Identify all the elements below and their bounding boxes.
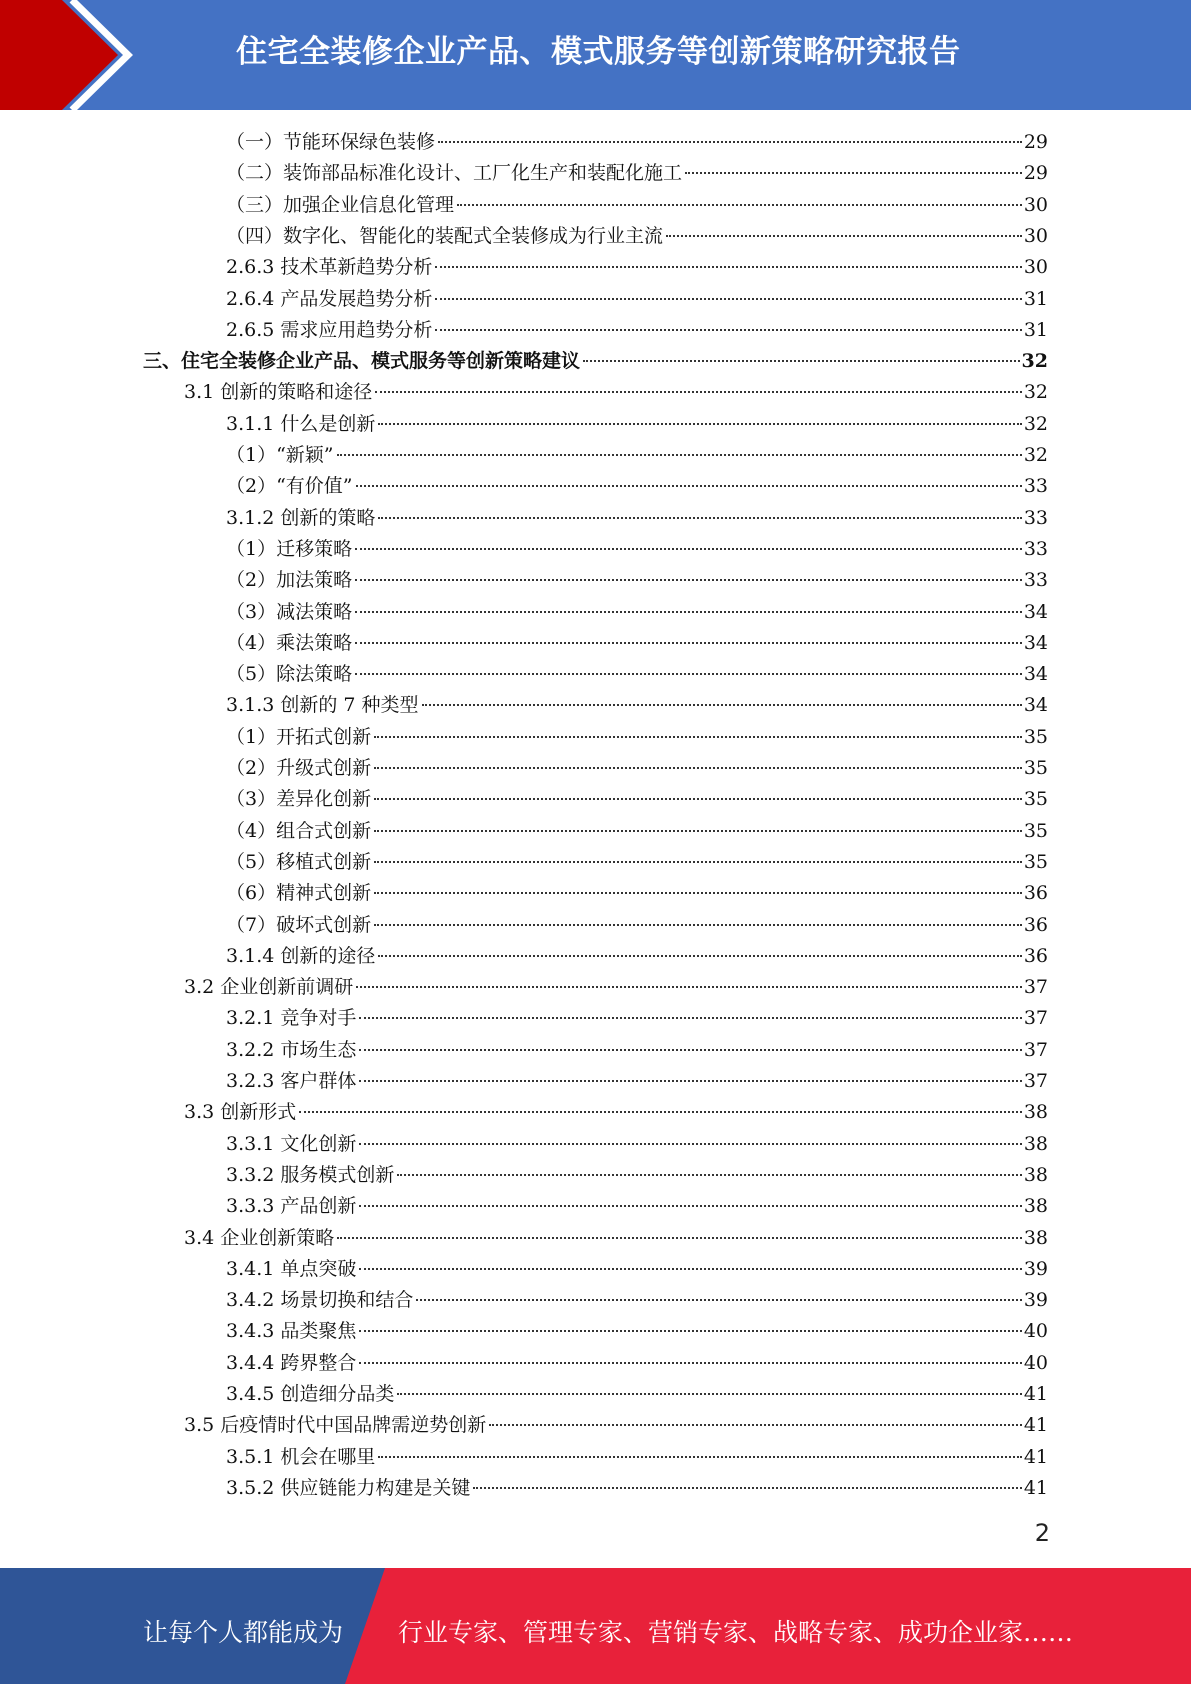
toc-entry-page: 35 xyxy=(1023,850,1048,873)
toc-entry-title: 3.4.4 跨界整合 xyxy=(226,1351,357,1374)
toc-entry[interactable] xyxy=(226,565,1048,595)
toc-entry[interactable] xyxy=(226,847,1048,877)
toc-entry-title: （5）除法策略 xyxy=(226,663,353,686)
toc-entry-page: 31 xyxy=(1023,318,1048,341)
toc-leader-dots xyxy=(337,454,1022,456)
toc-entry-page: 30 xyxy=(1023,224,1048,247)
toc-entry-page: 41 xyxy=(1023,1445,1048,1468)
toc-entry-title: （3）差异化创新 xyxy=(226,788,372,811)
toc-leader-dots xyxy=(355,611,1022,613)
toc-entry-page: 29 xyxy=(1023,131,1048,153)
toc-entry-page: 35 xyxy=(1023,725,1048,748)
toc-entry[interactable] xyxy=(226,722,1048,752)
toc-leader-dots xyxy=(355,673,1022,675)
toc-entry[interactable] xyxy=(226,1035,1048,1065)
toc-entry-title: 2.6.3 技术革新趋势分析 xyxy=(226,256,433,279)
toc-leader-dots xyxy=(359,1330,1021,1332)
toc-entry-page: 36 xyxy=(1023,944,1048,967)
toc-entry-page: 34 xyxy=(1023,631,1048,654)
toc-leader-dots xyxy=(397,1393,1021,1395)
toc-leader-dots xyxy=(359,1017,1021,1019)
toc-leader-dots xyxy=(489,1424,1022,1426)
toc-leader-dots xyxy=(374,767,1022,769)
toc-leader-dots xyxy=(359,1362,1021,1364)
toc-entry-page: 37 xyxy=(1023,1007,1048,1030)
toc-leader-dots xyxy=(666,235,1022,237)
toc-entry-title: （1）迁移策略 xyxy=(226,537,353,560)
toc-leader-dots xyxy=(355,579,1022,581)
toc-entry-title: （6）精神式创新 xyxy=(226,882,372,905)
toc-entry-title: （4）组合式创新 xyxy=(226,819,372,842)
toc-leader-dots xyxy=(435,266,1021,268)
toc-entry-title: 3.1.3 创新的 7 种类型 xyxy=(226,694,419,717)
toc-entry-title: 3.3 创新形式 xyxy=(184,1101,297,1124)
toc-entry-page: 32 xyxy=(1023,381,1048,404)
toc-entry-page: 41 xyxy=(1023,1383,1048,1405)
toc-entry[interactable] xyxy=(226,910,1048,940)
toc-entry[interactable] xyxy=(226,284,1048,314)
toc-leader-dots xyxy=(374,861,1022,863)
toc-entry-title: 2.6.4 产品发展趋势分析 xyxy=(226,287,433,310)
toc-leader-dots xyxy=(299,1111,1022,1113)
toc-entry[interactable] xyxy=(226,252,1048,282)
toc-entry-page: 33 xyxy=(1023,475,1048,498)
toc-entry[interactable] xyxy=(226,1254,1048,1284)
footer-slogan-right: 行业专家、管理专家、营销专家、战略专家、成功企业家…… xyxy=(398,1618,1074,1647)
toc-entry[interactable] xyxy=(226,409,1048,439)
toc-entry[interactable] xyxy=(226,878,1048,908)
toc-entry[interactable] xyxy=(184,1097,1048,1127)
toc-entry-page: 34 xyxy=(1023,663,1048,686)
toc-entry-title: （2）加法策略 xyxy=(226,569,353,592)
toc-entry-title: 3.4.5 创造细分品类 xyxy=(226,1383,395,1405)
toc-leader-dots xyxy=(355,642,1022,644)
toc-entry[interactable] xyxy=(184,377,1048,407)
toc-entry-page: 40 xyxy=(1023,1320,1048,1343)
toc-entry-page: 33 xyxy=(1023,569,1048,592)
toc-entry-title: 3.1.1 什么是创新 xyxy=(226,412,376,435)
toc-entry[interactable] xyxy=(143,346,1048,376)
toc-entry-title: 3.2.2 市场生态 xyxy=(226,1038,357,1061)
toc-leader-dots xyxy=(378,517,1021,519)
toc-leader-dots xyxy=(337,1237,1022,1239)
toc-entry-page: 36 xyxy=(1023,882,1048,905)
toc-entry[interactable] xyxy=(226,784,1048,814)
toc-leader-dots xyxy=(416,1299,1021,1301)
toc-entry-page: 29 xyxy=(1023,162,1048,185)
toc-leader-dots xyxy=(435,329,1021,331)
toc-entry-title: 3.5.1 机会在哪里 xyxy=(226,1445,376,1468)
toc-entry[interactable] xyxy=(226,1191,1048,1221)
toc-entry[interactable] xyxy=(226,659,1048,689)
toc-entry[interactable] xyxy=(226,1003,1048,1033)
page-header xyxy=(0,0,1191,110)
toc-entry-page: 34 xyxy=(1023,694,1048,717)
toc-entry-page: 34 xyxy=(1023,600,1048,623)
toc-entry-page: 30 xyxy=(1023,193,1048,216)
toc-entry-title: （7）破坏式创新 xyxy=(226,913,372,936)
toc-entry-page: 38 xyxy=(1023,1132,1048,1155)
toc-leader-dots xyxy=(378,1456,1021,1458)
toc-entry-title: 3.5 后疫情时代中国品牌需逆势创新 xyxy=(184,1414,487,1437)
toc-entry[interactable] xyxy=(226,1285,1048,1315)
toc-entry[interactable] xyxy=(226,190,1048,220)
toc-entry-page: 33 xyxy=(1023,506,1048,529)
toc-entry[interactable] xyxy=(226,1379,1048,1409)
toc-leader-dots xyxy=(359,1049,1021,1051)
toc-entry-page: 30 xyxy=(1023,256,1048,279)
toc-entry-page: 37 xyxy=(1023,1070,1048,1092)
toc-entry[interactable] xyxy=(226,471,1048,501)
page-footer xyxy=(0,1568,1191,1684)
toc-entry-title: 3.4.1 单点突破 xyxy=(226,1257,357,1280)
toc-leader-dots xyxy=(355,548,1022,550)
toc-entry-title: （1）“新颖” xyxy=(226,444,334,466)
toc-leader-dots xyxy=(685,172,1022,174)
toc-leader-dots xyxy=(374,736,1022,738)
toc-entry-page: 38 xyxy=(1023,1226,1048,1249)
toc-entry-page: 38 xyxy=(1023,1163,1048,1186)
toc-entry-title: 3.3.3 产品创新 xyxy=(226,1195,357,1218)
toc-leader-dots xyxy=(473,1487,1021,1489)
toc-entry[interactable] xyxy=(226,1473,1048,1503)
toc-entry[interactable] xyxy=(226,597,1048,627)
toc-leader-dots xyxy=(378,423,1021,425)
toc-entry[interactable] xyxy=(226,1316,1048,1346)
toc-entry-page: 32 xyxy=(1021,350,1048,373)
toc-entry-title: 3.3.2 服务模式创新 xyxy=(226,1163,395,1186)
toc-leader-dots xyxy=(374,830,1022,832)
toc-leader-dots xyxy=(438,141,1022,143)
toc-leader-dots xyxy=(374,892,1022,894)
toc-entry-page: 37 xyxy=(1023,1038,1048,1061)
toc-entry-page: 41 xyxy=(1023,1414,1048,1437)
toc-entry-title: 三、住宅全装修企业产品、模式服务等创新策略建议 xyxy=(143,350,581,373)
toc-entry[interactable] xyxy=(226,1066,1048,1096)
toc-entry-page: 40 xyxy=(1023,1351,1048,1374)
toc-entry-title: 3.2.3 客户群体 xyxy=(226,1070,357,1092)
toc-entry[interactable] xyxy=(226,315,1048,345)
toc-entry-page: 41 xyxy=(1023,1476,1048,1499)
toc-leader-dots xyxy=(359,1080,1021,1082)
toc-entry[interactable] xyxy=(226,753,1048,783)
toc-entry-title: 3.5.2 供应链能力构建是关键 xyxy=(226,1476,471,1499)
page-number: 2 xyxy=(1034,1519,1050,1547)
toc-entry[interactable] xyxy=(226,503,1048,533)
toc-entry-title: （1）开拓式创新 xyxy=(226,725,372,748)
toc-leader-dots xyxy=(374,924,1022,926)
toc-entry-title: 2.6.5 需求应用趋势分析 xyxy=(226,318,433,341)
toc-entry[interactable] xyxy=(226,1160,1048,1190)
toc-entry-page: 35 xyxy=(1023,788,1048,811)
toc-entry-page: 38 xyxy=(1023,1195,1048,1218)
toc-entry-page: 38 xyxy=(1023,1101,1048,1124)
toc-leader-dots xyxy=(457,204,1022,206)
toc-leader-dots xyxy=(359,1205,1021,1207)
toc-entry-title: （三）加强企业信息化管理 xyxy=(226,193,455,216)
toc-entry[interactable] xyxy=(184,1410,1048,1440)
toc-leader-dots xyxy=(359,1143,1021,1145)
toc-entry-title: （二）装饰部品标准化设计、工厂化生产和装配化施工 xyxy=(226,162,683,185)
toc-entry-page: 39 xyxy=(1023,1257,1048,1280)
toc-entry-page: 37 xyxy=(1023,976,1048,999)
toc-entry[interactable] xyxy=(226,127,1048,157)
toc-entry-title: （2）“有价值” xyxy=(226,475,353,498)
toc-entry-title: （四）数字化、智能化的装配式全装修成为行业主流 xyxy=(226,224,664,247)
toc-entry[interactable] xyxy=(184,972,1048,1002)
toc-leader-dots xyxy=(374,798,1022,800)
toc-entry[interactable] xyxy=(226,534,1048,564)
toc-entry-title: （5）移植式创新 xyxy=(226,850,372,873)
toc-leader-dots xyxy=(359,1268,1021,1270)
toc-leader-dots xyxy=(435,298,1021,300)
toc-entry-page: 32 xyxy=(1023,412,1048,435)
toc-entry-page: 31 xyxy=(1023,287,1048,310)
toc-entry-title: 3.4.3 品类聚焦 xyxy=(226,1320,357,1343)
toc-entry-page: 35 xyxy=(1023,819,1048,842)
toc-leader-dots xyxy=(397,1174,1021,1176)
toc-entry[interactable] xyxy=(226,1129,1048,1159)
toc-entry-page: 33 xyxy=(1023,537,1048,560)
toc-entry[interactable] xyxy=(226,941,1048,971)
toc-entry-page: 35 xyxy=(1023,757,1048,779)
toc-entry-title: 3.4.2 场景切换和结合 xyxy=(226,1289,414,1312)
toc-entry-title: 3.1.2 创新的策略 xyxy=(226,506,376,529)
toc-entry-page: 39 xyxy=(1023,1289,1048,1312)
toc-leader-dots xyxy=(356,986,1022,988)
toc-entry[interactable] xyxy=(226,1348,1048,1378)
header-title: 住宅全装修企业产品、模式服务等创新策略研究报告 xyxy=(236,34,961,70)
toc-entry-title: （2）升级式创新 xyxy=(226,757,372,779)
toc-entry-title: 3.1.4 创新的途径 xyxy=(226,944,376,967)
toc-leader-dots xyxy=(422,704,1022,706)
toc-entry[interactable] xyxy=(226,628,1048,658)
toc-entry[interactable] xyxy=(226,690,1048,720)
toc-entry-title: （4）乘法策略 xyxy=(226,631,353,654)
toc-leader-dots xyxy=(378,955,1021,957)
toc-entry[interactable] xyxy=(226,158,1048,188)
toc-leader-dots xyxy=(375,391,1022,393)
toc-entry-title: 3.2 企业创新前调研 xyxy=(184,976,354,999)
toc-entry[interactable] xyxy=(226,1442,1048,1472)
toc-entry-title: 3.2.1 竞争对手 xyxy=(226,1007,357,1030)
footer-slogan-left: 让每个人都能成为 xyxy=(143,1618,344,1647)
toc-entry[interactable] xyxy=(226,816,1048,846)
toc-entry[interactable] xyxy=(184,1223,1048,1253)
toc-entry-title: 3.3.1 文化创新 xyxy=(226,1132,357,1155)
header-arrow-decoration xyxy=(0,0,180,110)
toc-entry-title: 3.1 创新的策略和途径 xyxy=(184,381,373,404)
toc-entry[interactable] xyxy=(226,440,1048,470)
toc-entry-title: （3）减法策略 xyxy=(226,600,353,623)
toc-entry-page: 32 xyxy=(1023,444,1048,466)
toc-entry[interactable] xyxy=(226,221,1048,251)
toc-entry-page: 36 xyxy=(1023,913,1048,936)
toc-leader-dots xyxy=(356,485,1022,487)
toc-entry-title: （一）节能环保绿色装修 xyxy=(226,131,436,153)
toc-leader-dots xyxy=(583,360,1020,362)
toc-entry-title: 3.4 企业创新策略 xyxy=(184,1226,335,1249)
